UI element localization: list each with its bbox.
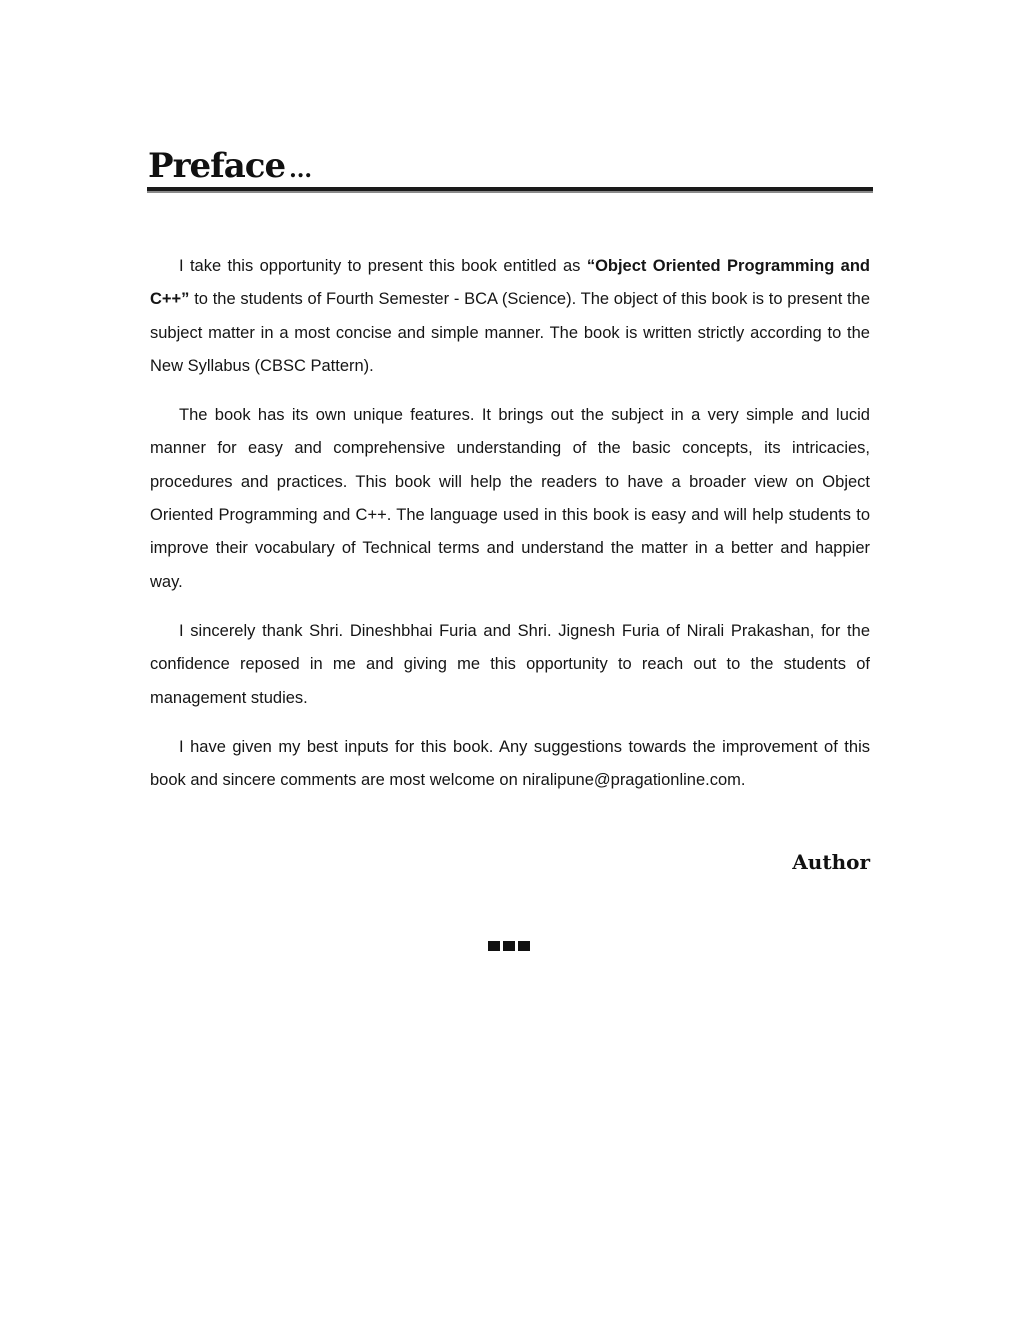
section-end-marks	[488, 941, 530, 951]
author-signature: Author	[792, 850, 870, 874]
page-title	[148, 146, 312, 186]
page-title-text: Preface	[148, 146, 286, 186]
book-title: “Object Oriented Programming and C++”	[150, 257, 871, 309]
end-square-icon	[518, 941, 530, 951]
paragraph-suggestions: I have given my best inputs for this book. Any suggestions towards the improvement of this book and sincere comments are most welcome on niralipune@pragationline.com.	[150, 737, 870, 790]
end-square-icon	[488, 941, 500, 951]
paragraph-intro-rest: to the students of Fourth Semester - BCA (Science). The object of this book is to present the subject matter in a most concise and simple manner. The book is written strictly according to the New Syllabus (CBSC Pattern).	[150, 290, 870, 375]
paragraph-intro	[150, 250, 870, 383]
end-square-icon	[503, 941, 515, 951]
paragraph-thanks: I sincerely thank Shri. Dineshbhai Furia and Shri. Jignesh Furia of Nirali Prakashan, for the confidence reposed in me and giving me this opportunity to reach out to the students of management studies.	[150, 621, 870, 707]
paragraph-features: The book has its own unique features. It brings out the subject in a very simple and lucid manner for easy and comprehensive understanding of the basic concepts, its intricacies, procedures and practices. This book will help the readers to have a broader view on Object Oriented Programming and C++. The language used in this book is easy and will help students to improve their vocabulary of Technical terms and understand the matter in a better and happier way.	[150, 406, 870, 591]
page-title-ellipsis: ...	[289, 157, 313, 183]
paragraph-intro-lead: I take this opportunity to present this book entitled as	[179, 257, 587, 275]
preface-body	[150, 250, 870, 813]
title-underline	[147, 187, 873, 193]
